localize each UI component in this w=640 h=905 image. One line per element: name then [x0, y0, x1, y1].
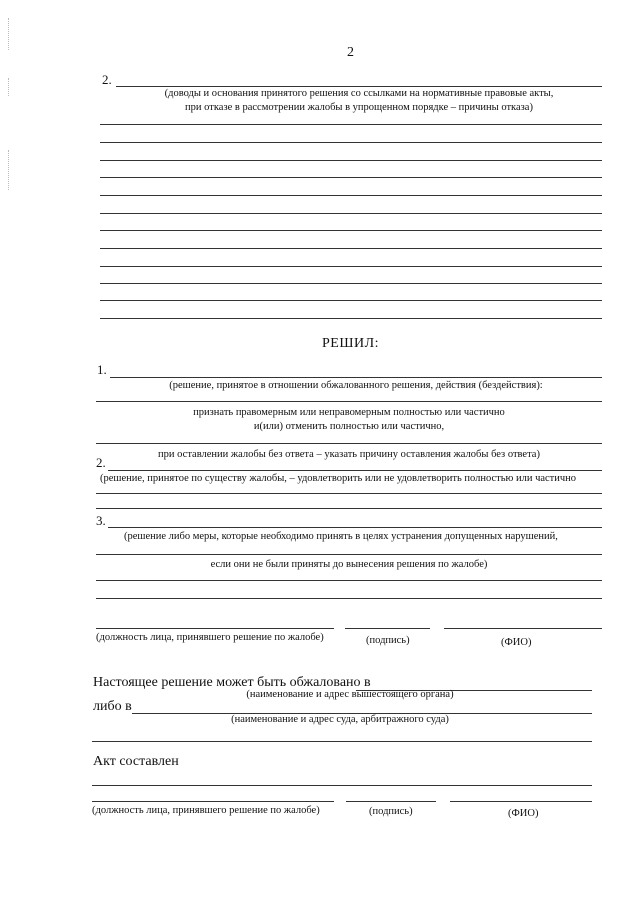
fill-line [110, 377, 602, 378]
fill-line [96, 493, 602, 494]
margin-mark [8, 18, 9, 50]
fill-line [100, 142, 602, 143]
item-number: 1. [97, 362, 107, 377]
caption: если они не были приняты до вынесения решения по жалобе) [210, 559, 488, 570]
caption: (доводы и основания принятого решения со ссылками на нормативные правовые акты, [164, 88, 554, 99]
caption: признать правомерным или неправомерным полностью или частично [193, 407, 505, 418]
section-number: 2. [102, 72, 112, 87]
caption: и(или) отменить полностью или частично, [253, 421, 445, 432]
fill-line [100, 318, 602, 319]
signature-caption: (подпись) [366, 635, 410, 646]
appeal-text: Настоящее решение может быть обжаловано в [93, 675, 371, 690]
fill-line [100, 300, 602, 301]
signature-line [96, 628, 334, 629]
caption: (решение, принятое по существу жалобы, – удовлетворить или не удовлетворить полностью или частично [100, 473, 577, 484]
fill-line [108, 470, 602, 471]
fill-line [100, 177, 602, 178]
signature-line [444, 628, 602, 629]
fill-line [100, 266, 602, 267]
fill-line [100, 248, 602, 249]
caption: (наименование и адрес суда, арбитражного суда) [231, 714, 449, 725]
fill-line [100, 195, 602, 196]
margin-mark [8, 150, 9, 190]
item-number: 3. [96, 513, 106, 528]
fill-line [92, 785, 592, 786]
fill-line [100, 213, 602, 214]
act-label: Акт составлен [93, 754, 179, 769]
fill-line [96, 554, 602, 555]
fill-line [96, 598, 602, 599]
position-caption: (должность лица, принявшего решение по жалобе) [96, 632, 324, 643]
or-in-label: либо в [93, 699, 132, 714]
fill-line [100, 283, 602, 284]
fill-line [96, 401, 602, 402]
decision-heading: РЕШИЛ: [322, 336, 379, 351]
item-number: 2. [96, 455, 106, 470]
fill-line [116, 86, 602, 87]
caption: при оставлении жалобы без ответа – указать причину оставления жалобы без ответа) [158, 449, 540, 460]
signature-line [92, 801, 334, 802]
fill-line [96, 443, 602, 444]
signature-line [345, 628, 430, 629]
fill-line [108, 527, 602, 528]
caption: (решение, принятое в отношении обжалованного решения, действия (бездействия): [169, 380, 543, 391]
signature-caption: (подпись) [369, 806, 413, 817]
fill-line [96, 580, 602, 581]
fill-line [96, 508, 602, 509]
signature-line [450, 801, 592, 802]
caption: (наименование и адрес вышестоящего органа) [246, 689, 454, 700]
fill-line [92, 741, 592, 742]
caption: при отказе в рассмотрении жалобы в упрощенном порядке – причины отказа) [185, 102, 533, 113]
name-caption: (ФИО) [501, 637, 532, 648]
margin-mark [8, 78, 9, 96]
fill-line [100, 230, 602, 231]
name-caption: (ФИО) [508, 808, 539, 819]
position-caption: (должность лица, принявшего решение по жалобе) [92, 805, 320, 816]
caption: (решение либо меры, которые необходимо принять в целях устранения допущенных нарушений, [124, 531, 558, 542]
fill-line [100, 160, 602, 161]
fill-line [100, 124, 602, 125]
signature-line [346, 801, 436, 802]
page-number: 2 [347, 45, 354, 60]
